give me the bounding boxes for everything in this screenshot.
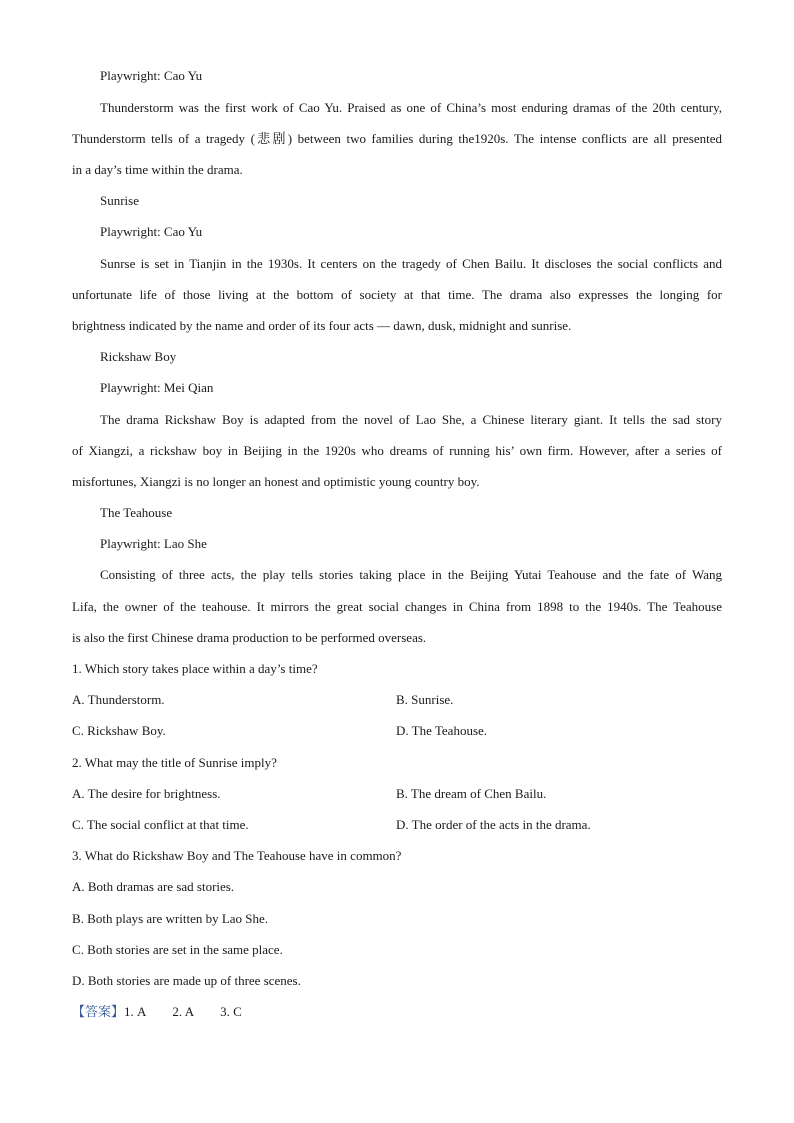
question-3-option-c: C. Both stories are set in the same place. xyxy=(72,942,283,957)
answer-label: 【答案】 xyxy=(72,1004,125,1019)
question-1-option-c: C. Rickshaw Boy. xyxy=(72,723,166,738)
paragraph-sunrise-line-2: unfortunate life of those living at the bottom of society at that time. The drama also expresses the longing for xyxy=(72,287,722,302)
question-2-option-c: C. The social conflict at that time. xyxy=(72,817,249,832)
paragraph-thunderstorm-line-1: Thunderstorm was the first work of Cao Yu. Praised as one of China’s most enduring dramas of the 20th century, xyxy=(100,100,722,115)
question-2-option-d: D. The order of the acts in the drama. xyxy=(396,817,591,832)
question-3-option-b: B. Both plays are written by Lao She. xyxy=(72,911,269,926)
paragraph-teahouse-line-3: is also the first Chinese drama production to be performed overseas. xyxy=(72,630,427,645)
question-1-option-d: D. The Teahouse. xyxy=(396,723,488,738)
drama-title-rickshaw-boy: Rickshaw Boy xyxy=(100,349,177,364)
playwright-line-sunrise: Playwright: Cao Yu xyxy=(100,224,203,239)
paragraph-sunrise-line-3: brightness indicated by the name and order of its four acts — dawn, dusk, midnight and sunrise. xyxy=(72,318,572,333)
question-2-option-a: A. The desire for brightness. xyxy=(72,786,221,801)
question-1-stem: 1. Which story takes place within a day’s time? xyxy=(72,661,318,676)
question-2-option-b: B. The dream of Chen Bailu. xyxy=(396,786,547,801)
paragraph-thunderstorm-line-3: in a day’s time within the drama. xyxy=(72,162,243,177)
paragraph-sunrise-line-1: Sunrse is set in Tianjin in the 1930s. It centers on the tragedy of Chen Bailu. It discloses the social conflicts and xyxy=(100,256,722,271)
question-3-option-a: A. Both dramas are sad stories. xyxy=(72,879,235,894)
paragraph-rickshaw-line-1: The drama Rickshaw Boy is adapted from the novel of Lao She, a Chinese literary giant. It tells the sad story xyxy=(100,412,722,427)
playwright-line-thunderstorm: Playwright: Cao Yu xyxy=(100,68,203,83)
answer-item-1: 1. A xyxy=(124,1004,147,1019)
question-1-option-b: B. Sunrise. xyxy=(396,692,454,707)
answer-key xyxy=(72,1004,242,1020)
playwright-line-rickshaw-boy: Playwright: Mei Qian xyxy=(100,380,214,395)
question-2-stem: 2. What may the title of Sunrise imply? xyxy=(72,755,277,770)
drama-title-teahouse: The Teahouse xyxy=(100,505,173,520)
drama-title-sunrise: Sunrise xyxy=(100,193,139,208)
question-1-option-a: A. Thunderstorm. xyxy=(72,692,165,707)
paragraph-teahouse-line-1: Consisting of three acts, the play tells stories taking place in the Beijing Yutai Teahouse and the fate of Wang xyxy=(100,567,722,582)
question-3-stem: 3. What do Rickshaw Boy and The Teahouse have in common? xyxy=(72,848,402,863)
paragraph-rickshaw-line-3: misfortunes, Xiangzi is no longer an honest and optimistic young country boy. xyxy=(72,474,480,489)
paragraph-thunderstorm-line-2: Thunderstorm tells of a tragedy (悲剧) between two families during the1920s. The intense conflicts are all presented xyxy=(72,131,722,146)
question-3-option-d: D. Both stories are made up of three scenes. xyxy=(72,973,301,988)
playwright-line-teahouse: Playwright: Lao She xyxy=(100,536,207,551)
paragraph-rickshaw-line-2: of Xiangzi, a rickshaw boy in Beijing in the 1920s who dreams of running his’ own firm. However, after a series of xyxy=(72,443,722,458)
paragraph-teahouse-line-2: Lifa, the owner of the teahouse. It mirrors the great social changes in China from 1898 to the 1940s. The Teahouse xyxy=(72,599,722,614)
answer-item-2: 2. A xyxy=(172,1004,195,1019)
answer-item-3: 3. C xyxy=(220,1004,242,1019)
